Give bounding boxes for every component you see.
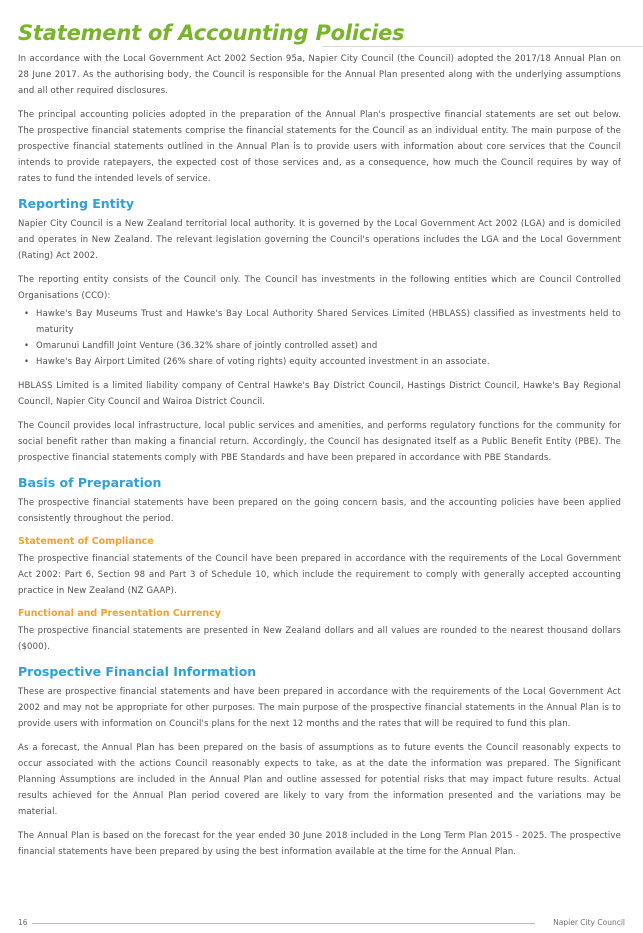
section-heading-basis-of-preparation: Basis of Preparation (18, 475, 162, 490)
intro-paragraph-1: In accordance with the Local Government Act 2002 Section 95a, Napier City Council (the Council) adopted the 2017/18 Annual Plan on 28 June 2017. As the authorising body, the Council is responsible for the Annual Plan presented along with the underlying assumptions and all other required disclosures. (18, 54, 621, 96)
prospective-paragraph-3: The Annual Plan is based on the forecast for the year ended 30 June 2018 included in the Long Term Plan 2015 - 2025. The prospective financial statements have been prepared by using the best information available at the time for the Annual Plan. (18, 831, 621, 857)
subheading-functional-currency: Functional and Presentation Currency (18, 608, 221, 619)
subheading-statement-of-compliance: Statement of Compliance (18, 536, 154, 547)
cco-list (18, 306, 621, 370)
bullet-icon: • (24, 341, 30, 351)
document-page (18, 0, 621, 868)
page-footer (18, 917, 625, 929)
bullet-icon: • (24, 357, 30, 367)
prospective-paragraph-2: As a forecast, the Annual Plan has been prepared on the basis of assumptions as to future events the Council reasonably expects to occur associated with the actions Council reasonably expects to take, as at the date the information was prepared. The Significant Planning Assumptions are included in the Annual Plan and outline assessed for potential risks that may impact future results. Actual results achieved for the Annual Plan period covered are likely to vary from the information presented and the variations may be material. (18, 743, 621, 817)
reporting-entity-paragraph-3: HBLASS Limited is a limited liability company of Central Hawke's Bay District Council, Hastings District Council, Hawke's Bay Regional Council, Napier City Council and Wairoa District Council. (18, 381, 621, 407)
list-item-text: Omarunui Landfill Joint Venture (36.32% share of jointly controlled asset) and (36, 341, 378, 351)
list-item (18, 306, 621, 338)
section-heading-prospective-financial-information: Prospective Financial Information (18, 664, 257, 679)
title-divider (322, 46, 643, 47)
basis-paragraph-1: The prospective financial statements have been prepared on the going concern basis, and the accounting policies have been applied consistently throughout the period. (18, 498, 621, 524)
reporting-entity-paragraph-2: The reporting entity consists of the Council only. The Council has investments in the following entities which are Council Controlled Organisations (CCO): (18, 275, 621, 301)
bullet-icon: • (24, 309, 30, 319)
prospective-paragraph-1: These are prospective financial statements and have been prepared in accordance with the requirements of the Local Government Act 2002 and may not be appropriate for other purposes. The main purpose of the prospective financial statements in the Annual Plan is to provide users with information on Council's plans for the next 12 months and the rates that will be required to fund this plan. (18, 687, 621, 729)
currency-paragraph: The prospective financial statements are presented in New Zealand dollars and all values are rounded to the nearest thousand dollars ($000). (18, 626, 621, 652)
footer-organisation: Napier City Council (553, 918, 625, 927)
footer-divider (32, 923, 535, 924)
list-item-text: Hawke's Bay Airport Limited (26% share of voting rights) equity accounted investment in an associate. (36, 357, 490, 367)
compliance-paragraph: The prospective financial statements of the Council have been prepared in accordance with the requirements of the Local Government Act 2002: Part 6, Section 98 and Part 3 of Schedule 10, which include the requirement to comply with generally accepted accounting practice in New Zealand (NZ GAAP). (18, 554, 621, 596)
list-item (18, 354, 621, 370)
list-item (18, 338, 621, 354)
reporting-entity-paragraph-1: Napier City Council is a New Zealand territorial local authority. It is governed by the Local Government Act 2002 (LGA) and is domiciled and operates in New Zealand. The relevant legislation governing the Council's operations includes the LGA and the Local Government (Rating) Act 2002. (18, 219, 621, 261)
list-item-text: Hawke's Bay Museums Trust and Hawke's Bay Local Authority Shared Services Limited (HBLASS) classified as investments held to maturity (36, 309, 621, 335)
section-heading-reporting-entity: Reporting Entity (18, 196, 135, 211)
page-number: 16 (18, 918, 28, 927)
reporting-entity-paragraph-4: The Council provides local infrastructure, local public services and amenities, and performs regulatory functions for the community for social benefit rather than making a financial return. Accordingly, the Council has designated itself as a Public Benefit Entity (PBE). The prospective financial statements comply with PBE Standards and have been prepared in accordance with PBE Standards. (18, 421, 621, 463)
page-title: Statement of Accounting Policies (18, 21, 405, 45)
intro-paragraph-2: The principal accounting policies adopted in the preparation of the Annual Plan's prospective financial statements are set out below. The prospective financial statements comprise the financial statements for the Council as an individual entity. The main purpose of the prospective financial statements outlined in the Annual Plan is to provide users with information about core services that the Council intends to provide ratepayers, the expected cost of those services and, as a consequence, how much the Council requires by way of rates to fund the intended levels of service. (18, 110, 621, 184)
